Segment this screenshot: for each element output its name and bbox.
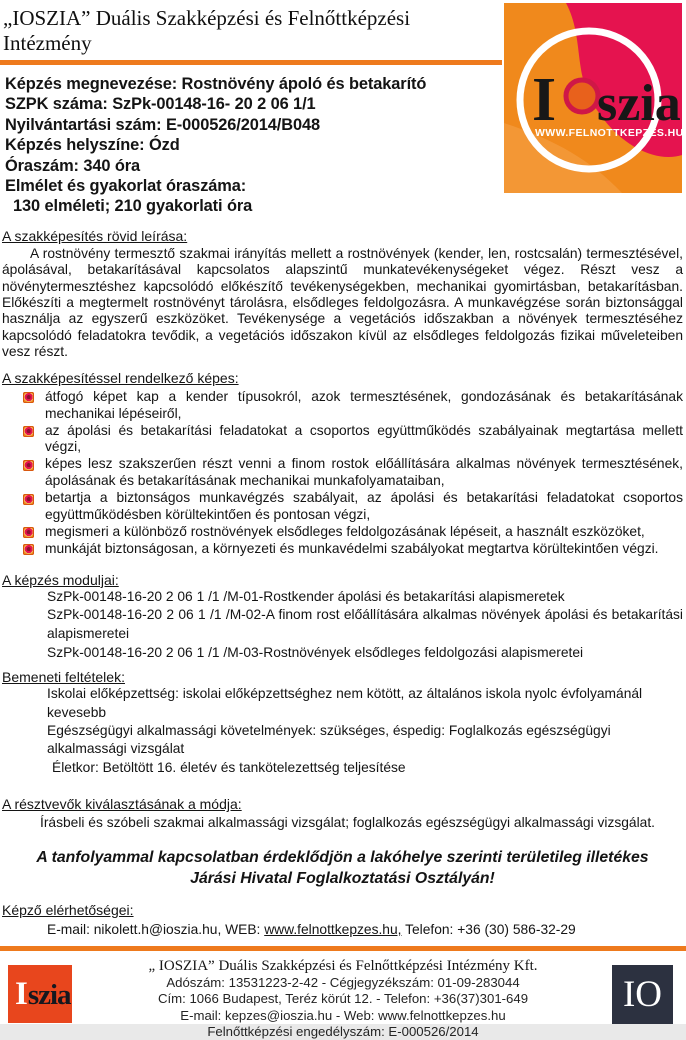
entry-requirements-block	[2, 685, 683, 777]
entry-requirement-line: Életkor: Betöltött 16. életév és tankötelezettség teljesítése	[52, 759, 406, 775]
list-item	[23, 456, 683, 490]
ioszia-logo-graphic	[504, 3, 682, 193]
theory-practice-hours-line: 130 elméleti; 210 gyakorlati óra	[13, 197, 253, 216]
list-item	[23, 423, 683, 457]
description-paragraph: A rostnövény termesztő szakmai irányítás mellett a rostnövények (kender, len, rostcsalán) termesztésével, ápolásával, betakarításával kapcsolatos alapszintű munkatevékenységeket végez. Részt vesz a növénytermesztéshez kapcsolódó előkészítő tevékenységekben, mechanikai gyomirtásban, betakarításban. Előkészíti a megtermelt rostnövényt tárolásra, elsődleges feldolgozásra. A munkavégzése során biztonsággal használja az egyszerű eszközöket. Tevékenysége a vegetációs időszakban a növények termesztéséhez kapcsolódó feladatokra tevődik, a vegetációs időszakon kívül az elsődleges feldolgozás fizikai műveleteiben vesz részt.	[2, 245, 683, 360]
ioszia-bullet-icon	[23, 544, 34, 555]
selection-method-line: Írásbeli és szóbeli szakmai alkalmassági vizsgálat; foglalkozás egészségügyi alkalmassági vizsgálat.	[40, 815, 656, 831]
course-name-line: Képzés megnevezése: Rostnövény ápoló és betakarító	[5, 75, 427, 93]
contact-notice: A tanfolyammal kapcsolatban érdeklődjön a lakóhelye szerinti területileg illetékes Járási Hivatal Foglalkoztatási Osztályán!	[36, 849, 649, 887]
logo-text-szia: szia	[597, 75, 681, 132]
competency-text: betartja a biztonságos munkavégzés szabályait, az ápolási és betakarítási feladatokat csoportos együttműködésben körültekintően és pontosan végzi,	[45, 490, 683, 523]
footer-logo-letter-i: I	[15, 976, 28, 1013]
footer-tax-line: Adószám: 13531223-2-42 - Cégjegyzékszám: 01-09-283044	[166, 975, 520, 991]
io-monogram-logo: IO	[612, 965, 673, 1024]
module-line: SzPk-00148-16-20 2 06 1 /1 /M-03-Rostnövények elsődleges feldolgozási alapismeretei	[47, 644, 584, 660]
contact-email-text: E-mail: nikolett.h@ioszia.hu, WEB:	[47, 922, 265, 938]
section-heading-competencies: A szakképesítéssel rendelkező képes:	[2, 369, 239, 386]
section-heading-entry-requirements: Bemeneti feltételek:	[2, 669, 125, 686]
main-content	[0, 228, 686, 939]
competencies-list	[2, 389, 683, 558]
logo-url-text: WWW.FELNOTTKEPZES.HU	[535, 127, 684, 139]
list-item	[23, 490, 683, 524]
institution-title: „IOSZIA” Duális Szakképzési és Felnőttképzési Intézmény	[3, 6, 411, 55]
section-heading-contact: Képző elérhetőségei:	[2, 902, 134, 919]
entry-requirement-line: Egészségügyi alkalmassági követelmények: szükséges, éspedig: Foglalkozás egészségügyi alkalmassági vizsgálat	[47, 722, 611, 757]
contact-line	[2, 921, 683, 939]
competency-text: átfogó képet kap a kender típusokról, azok termesztésének, gondozásának és betakarításának mechanikai lépéseiről,	[45, 388, 683, 421]
website-link[interactable]: www.felnottkepzes.hu,	[264, 922, 402, 938]
location-line: Képzés helyszíne: Ózd	[5, 136, 180, 155]
footer-logo-text-szia: szia	[27, 979, 71, 1012]
competency-text: megismeri a különböző rostnövények elsődleges feldolgozásának lépéseit, a használt eszközöket,	[45, 523, 645, 539]
ioszia-bullet-icon	[23, 392, 34, 403]
footer-ioszia-logo-text	[15, 976, 71, 1013]
footer	[0, 951, 686, 1037]
ioszia-logo	[504, 3, 682, 193]
competency-text: az ápolási és betakarítási feladatokat a csoportos együttműködés szabályainak megtartása mellett végzi,	[45, 422, 683, 455]
section-heading-description: A szakképesítés rövid leírása:	[2, 227, 188, 244]
modules-block	[2, 588, 683, 662]
competency-text: képes lesz szakszerűen részt venni a finom rostok előállítására alkalmas növények termesztésének, ápolásának és betakarításának mechanikai munkafolyamataiban,	[45, 456, 683, 489]
contact-phone-text: Telefon: +36 (30) 586-32-29	[401, 922, 576, 938]
ioszia-bullet-icon	[23, 460, 34, 471]
footer-contact-block	[90, 951, 596, 1040]
registry-number-line: Nyilvántartási szám: E-000526/2014/B048	[5, 115, 321, 134]
footer-address-line: Cím: 1066 Budapest, Teréz körút 12. - Telefon: +36(37)301-649	[157, 991, 529, 1007]
ioszia-bullet-icon	[23, 426, 34, 437]
entry-requirement-line: Iskolai előképzettség: iskolai előképzettséghez nem kötött, az általános iskola nyolc évfolyamánál kevesebb	[47, 686, 643, 720]
section-heading-modules: A képzés moduljai:	[2, 571, 119, 588]
theory-practice-label-line: Elmélet és gyakorlat óraszáma:	[5, 177, 247, 196]
module-line: SzPk-00148-16-20 2 06 1 /1 /M-02-A finom rost előállítására alkalmas növények ápolási és betakarítási alapismeretei	[47, 607, 683, 641]
list-item	[23, 524, 683, 541]
top-header	[0, 0, 686, 217]
ioszia-bullet-icon	[23, 494, 34, 505]
logo-o-disc	[566, 80, 598, 112]
ioszia-bullet-icon	[23, 527, 34, 538]
szpk-number-line: SZPK száma: SzPk-00148-16- 20 2 06 1/1	[5, 95, 316, 114]
footer-license-line: Felnőttképzési engedélyszám: E-000526/2014	[207, 1023, 479, 1039]
hours-line: Óraszám: 340 óra	[5, 156, 141, 175]
course-summary-block	[0, 65, 501, 217]
section-heading-selection: A résztvevők kiválasztásának a módja:	[2, 796, 242, 813]
list-item	[23, 389, 683, 423]
logo-letter-i: I	[532, 66, 557, 134]
competency-text: munkáját biztonságosan, a környezeti és munkavédelmi szabályokat megtartva körültekintően végzi.	[45, 540, 659, 556]
footer-company-name: „ IOSZIA” Duális Szakképzési és Felnőttképzési Intézmény Kft.	[148, 958, 538, 975]
module-line: SzPk-00148-16-20 2 06 1 /1 /M-01-Rostkender ápolási és betakarítási alapismeretek	[47, 588, 565, 604]
list-item	[23, 541, 683, 558]
footer-email-web-line: E-mail: kepzes@ioszia.hu - Web: www.felnottkepzes.hu	[180, 1007, 506, 1023]
